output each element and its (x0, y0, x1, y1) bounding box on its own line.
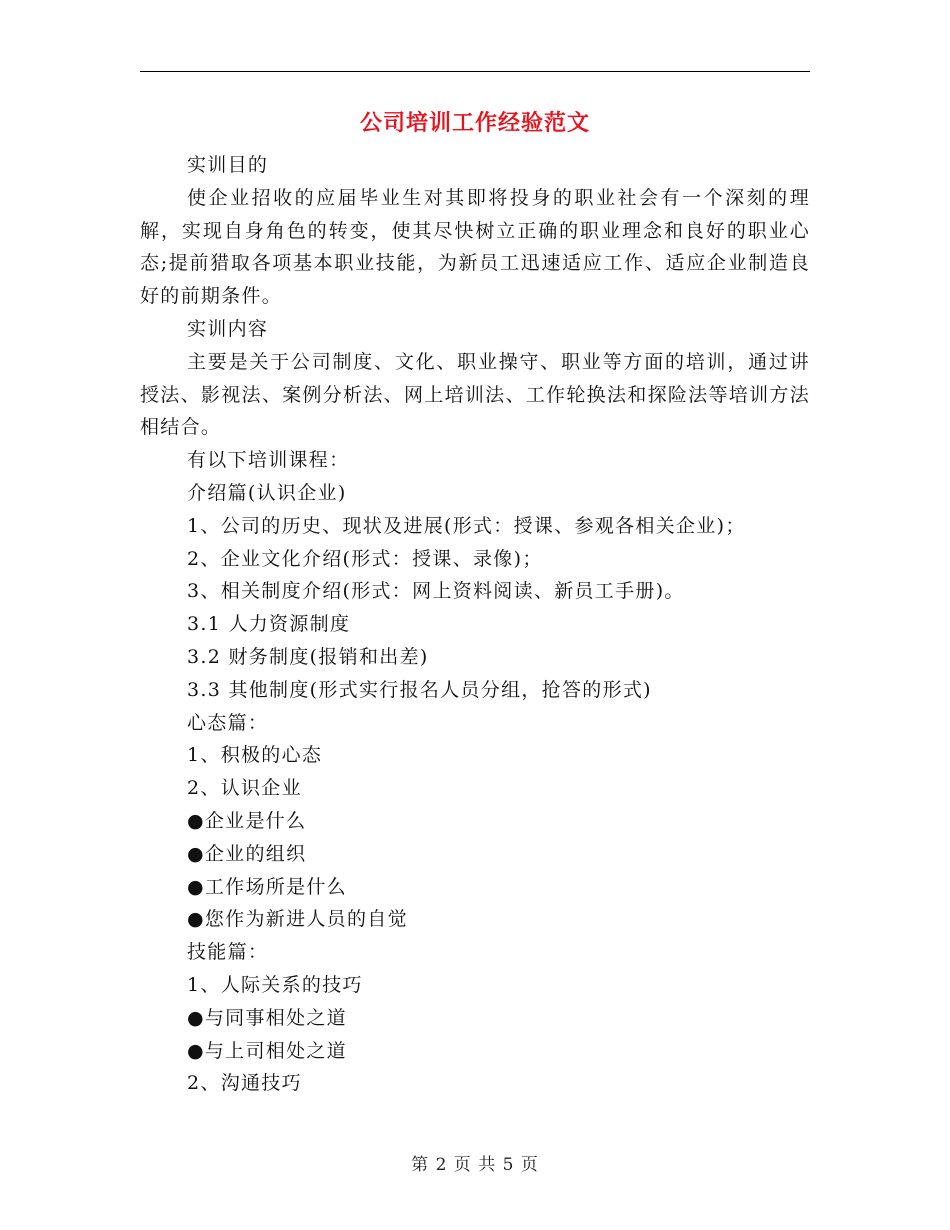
header-rule (140, 71, 810, 72)
list-item: 2、沟通技巧 (187, 1072, 302, 1095)
list-item: 3.1 人力资源制度 (187, 613, 351, 636)
list-item: 2、认识企业 (187, 777, 302, 800)
bullet-item: ●与上司相处之道 (187, 1039, 347, 1062)
bullet-item: ●工作场所是什么 (187, 875, 347, 898)
list-item: 2、企业文化介绍(形式：授课、录像)； (187, 547, 543, 570)
list-item: 3、相关制度介绍(形式：网上资料阅读、新员工手册)。 (187, 580, 685, 603)
paragraph-purpose: 使企业招收的应届毕业生对其即将投身的职业社会有一个深刻的理解，实现自身角色的转变，使其尽快树立正确的职业理念和良好的职业心态;提前猎取各项基本职业技能，为新员工迅速适应工作、适应企业制造良好的前期条件。 (140, 186, 810, 308)
document-body (140, 149, 810, 1100)
paragraph-content: 主要是关于公司制度、文化、职业操守、职业等方面的培训，通过讲授法、影视法、案例分析法、网上培训法、工作轮换法和探险法等培训方法相结合。 (140, 350, 810, 439)
bullet-item: ●企业的组织 (187, 842, 307, 865)
paragraph-courses-intro: 有以下培训课程： (187, 449, 350, 472)
paragraph-heading-purpose: 实训目的 (187, 154, 269, 176)
document-title: 公司培训工作经验范文 (359, 111, 590, 136)
bullet-item: ●企业是什么 (187, 809, 307, 832)
section-introduction: 介绍篇(认识企业) (187, 481, 347, 504)
page-footer: 第 2 页 共 5 页 (411, 1155, 539, 1175)
list-item: 3.2 财务制度(报销和出差) (187, 645, 429, 668)
list-item: 1、积极的心态 (187, 744, 323, 767)
section-mindset: 心态篇： (187, 711, 269, 734)
bullet-item: ●与同事相处之道 (187, 1006, 347, 1029)
bullet-item: ●您作为新进人员的自觉 (187, 908, 408, 931)
list-item: 1、公司的历史、现状及进展(形式：授课、参观各相关企业)； (187, 514, 746, 537)
section-skills: 技能篇： (187, 941, 269, 964)
list-item: 3.3 其他制度(形式实行报名人员分组，抢答的形式) (187, 678, 652, 701)
paragraph-heading-content: 实训内容 (187, 317, 269, 340)
list-item: 1、人际关系的技巧 (187, 973, 363, 996)
